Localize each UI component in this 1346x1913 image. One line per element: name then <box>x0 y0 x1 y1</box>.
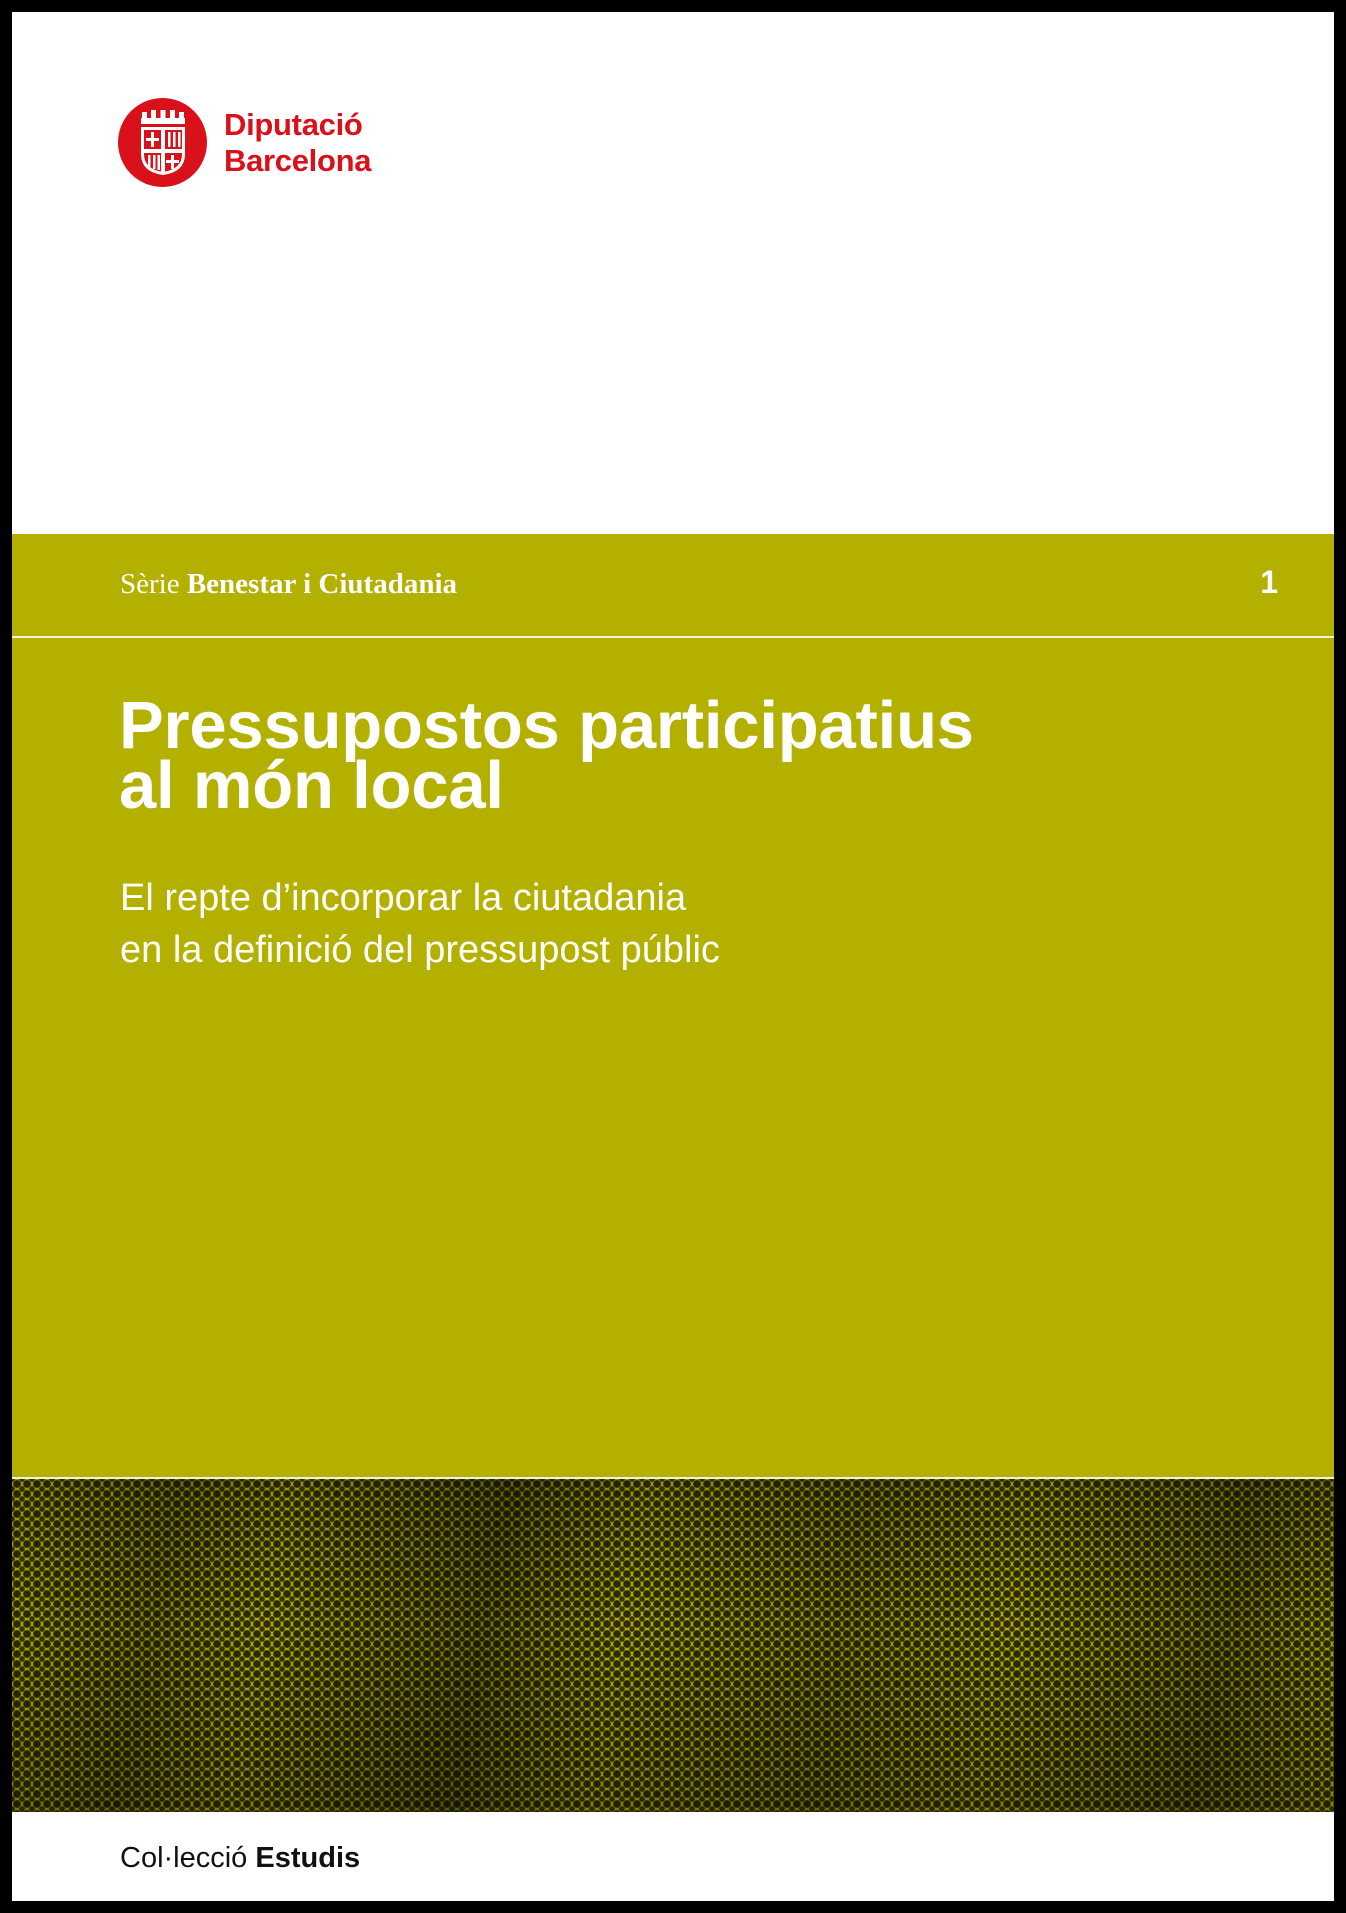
publisher-name-line2: Barcelona <box>224 142 372 178</box>
book-subtitle <box>120 872 720 976</box>
collection-label <box>120 1842 360 1875</box>
series-number: 1 <box>1260 564 1278 600</box>
halftone-shading <box>12 1479 1334 1812</box>
book-subtitle-line2: en la definició del pressupost públic <box>120 929 720 971</box>
series-prefix: Sèrie <box>120 568 180 600</box>
book-subtitle-line1: El repte d’incorporar la ciutadania <box>120 877 687 919</box>
coat-of-arms-icon <box>118 98 207 187</box>
collection-name: Estudis <box>255 1842 361 1874</box>
book-title-line2: al món local <box>119 748 504 823</box>
book-cover <box>12 12 1334 1901</box>
collection-prefix: Col·lecció <box>120 1842 248 1874</box>
book-title <box>119 688 974 823</box>
publisher-name-line1: Diputació <box>224 106 363 142</box>
title-band <box>12 534 1334 1477</box>
halftone-image <box>12 1479 1334 1812</box>
series-row <box>12 534 1334 638</box>
series-name: Benestar i Ciutadania <box>186 568 458 600</box>
series-label <box>120 568 457 601</box>
publisher-name <box>224 107 371 179</box>
book-title-line1: Pressupostos participatius <box>119 688 974 763</box>
publisher-logo <box>118 98 371 187</box>
